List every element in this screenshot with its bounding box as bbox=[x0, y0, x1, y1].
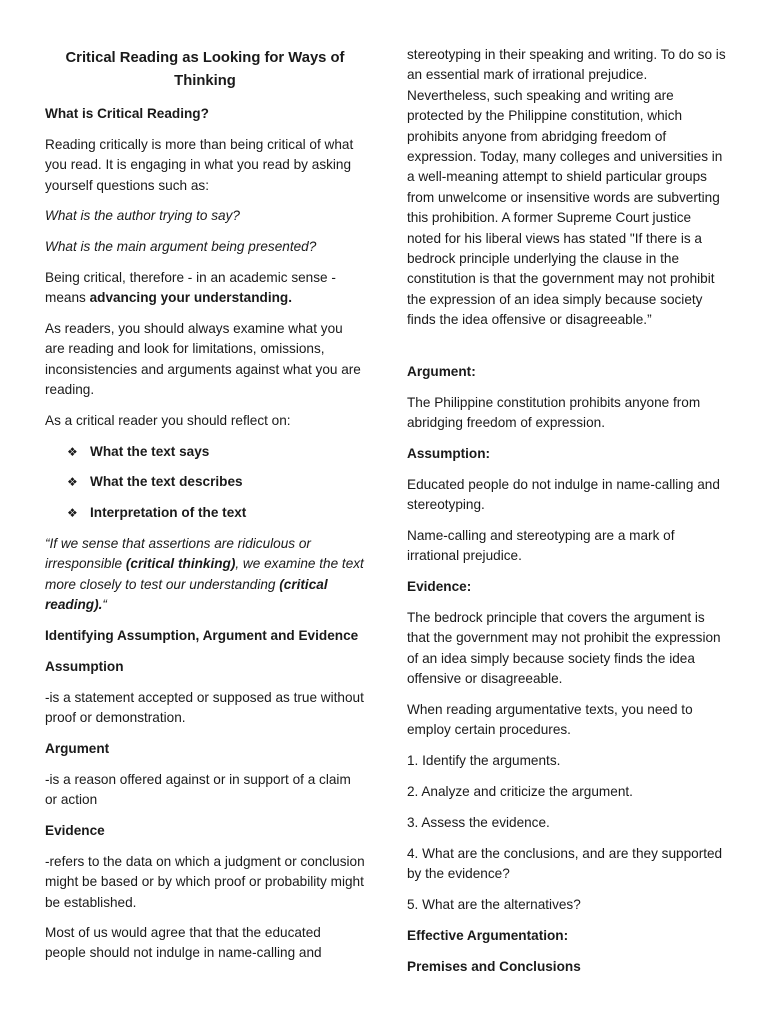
assumption-heading: Assumption bbox=[45, 659, 124, 674]
identifying-heading: Identifying Assumption, Argument and Evidence bbox=[45, 628, 359, 643]
advancing-understanding-text: advancing your understanding. bbox=[89, 290, 292, 306]
question-author: What is the author trying to say? bbox=[45, 208, 240, 223]
evidence-heading: Evidence bbox=[45, 823, 105, 838]
step-item: 1. Identify the arguments. bbox=[407, 753, 561, 768]
diamond-bullet-icon: ❖ bbox=[67, 506, 78, 520]
quote-text: “If we sense that assertions are ridiculous or irresponsible bbox=[45, 536, 311, 572]
bullet-text: What the text describes bbox=[90, 474, 243, 489]
assumption-example-2: Name-calling and stereotyping are a mark of irrational prejudice. bbox=[407, 528, 675, 564]
premises-conclusions-heading: Premises and Conclusions bbox=[407, 959, 581, 974]
as-readers-paragraph: As readers, you should always examine what you are reading and look for limitations, omissions, inconsistencies and arguments against what you are reading. bbox=[45, 321, 361, 398]
argument-example: The Philippine constitution prohibits anyone from abridging freedom of expression. bbox=[407, 395, 701, 431]
assumption-definition: -is a statement accepted or supposed as true without proof or demonstration. bbox=[45, 690, 364, 726]
quote-text: , we examine the text more closely to test our understanding bbox=[45, 556, 364, 592]
step-item: 2. Analyze and criticize the argument. bbox=[407, 784, 633, 799]
document-title: Critical Reading as Looking for Ways of Thinking bbox=[65, 50, 345, 89]
evidence-label: Evidence: bbox=[407, 579, 472, 594]
step-item: 3. Assess the evidence. bbox=[407, 815, 550, 830]
quote-bold-critical-reading: (critical reading). bbox=[45, 576, 328, 613]
bullet-item bbox=[67, 472, 243, 492]
being-critical-paragraph bbox=[45, 268, 365, 309]
diamond-bullet-icon: ❖ bbox=[67, 445, 78, 459]
argument-label: Argument: bbox=[407, 364, 476, 379]
argument-heading: Argument bbox=[45, 741, 110, 756]
diamond-bullet-icon: ❖ bbox=[67, 475, 78, 489]
effective-argumentation-heading: Effective Argumentation: bbox=[407, 928, 569, 943]
step-item: 5. What are the alternatives? bbox=[407, 897, 581, 912]
assumption-label: Assumption: bbox=[407, 446, 491, 461]
critical-quote bbox=[45, 534, 365, 616]
question-main-argument: What is the main argument being presented? bbox=[45, 239, 317, 254]
reflect-paragraph: As a critical reader you should reflect on: bbox=[45, 413, 291, 428]
quote-bold-critical-thinking: (critical thinking) bbox=[125, 556, 236, 572]
bullet-item bbox=[67, 503, 246, 523]
argument-definition: -is a reason offered against or in support of a claim or action bbox=[45, 772, 351, 808]
bullet-text: Interpretation of the text bbox=[90, 505, 247, 520]
most-of-us-paragraph: Most of us would agree that that the educated people should not indulge in name-calling and bbox=[45, 925, 322, 961]
quote-close: “ bbox=[102, 597, 107, 613]
continuation-paragraph: stereotyping in their speaking and writing. To do so is an essential mark of irrational prejudice. Nevertheless, such speaking and writing are protected by the Philippine constitution, which prohibits anyone from abridging freedom of expression. Today, many colleges and universities in a well-meaning attempt to shield particular groups from unwelcome or insensitive words are subverting this prohibition. A former Supreme Court justice noted for his liberal views has stated "If there is a bedrock principle underlying the clause in the constitution is that the government may not prohibit the expression of an idea simply because society finds the idea offensive or disagreeable.” bbox=[407, 47, 726, 328]
bullet-text: What the text says bbox=[90, 444, 210, 459]
bullet-item bbox=[67, 442, 209, 462]
when-reading-paragraph: When reading argumentative texts, you need to employ certain procedures. bbox=[407, 702, 693, 738]
evidence-example: The bedrock principle that covers the argument is that the government may not prohibit the expression of an idea simply because society finds the idea offensive or disagreeable. bbox=[407, 610, 721, 687]
what-is-critical-reading-heading: What is Critical Reading? bbox=[45, 106, 209, 121]
being-critical-text: Being critical, therefore - in an academic sense - means bbox=[45, 270, 336, 306]
step-item: 4. What are the conclusions, and are they supported by the evidence? bbox=[407, 846, 723, 882]
intro-paragraph: Reading critically is more than being critical of what you read. It is engaging in what you read by asking yourself questions such as: bbox=[45, 137, 354, 193]
evidence-definition: -refers to the data on which a judgment or conclusion might be based or by which proof or probability might be established. bbox=[45, 854, 365, 910]
assumption-example-1: Educated people do not indulge in name-calling and stereotyping. bbox=[407, 477, 720, 513]
